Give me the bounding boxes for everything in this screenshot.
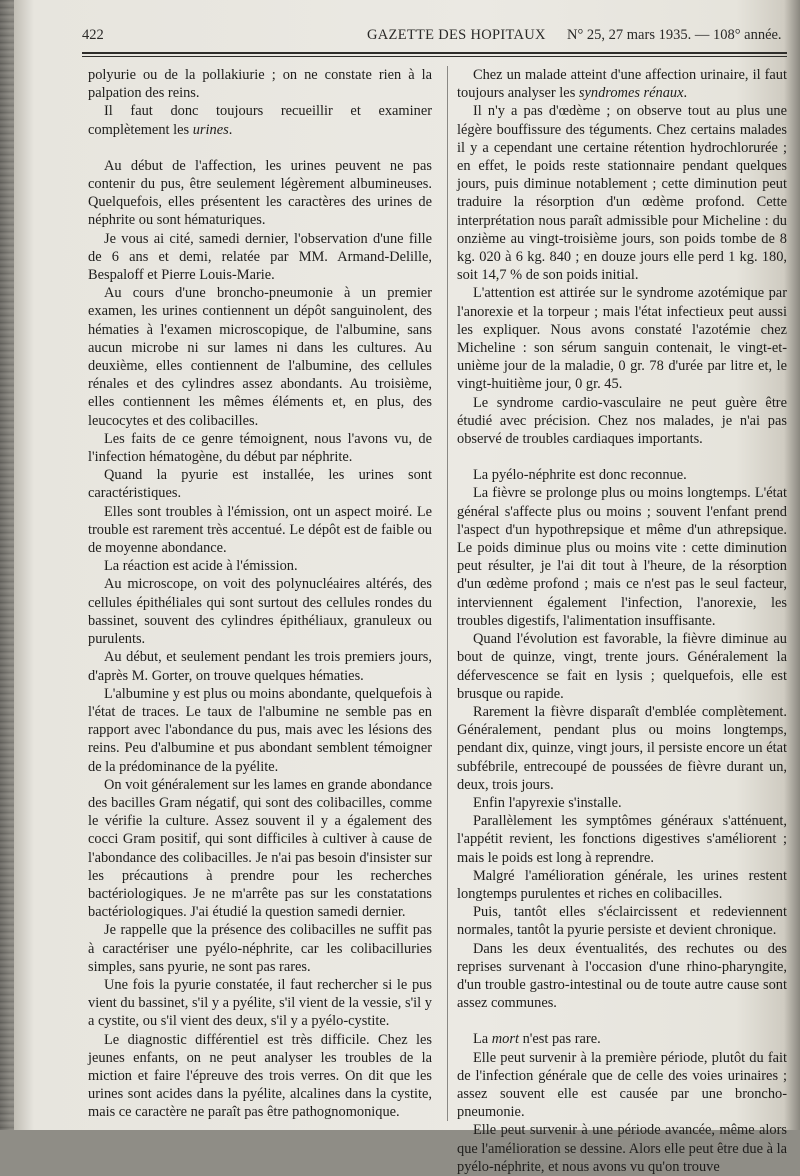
paragraph: La fièvre se prolonge plus ou moins longtemps. L'état général s'affecte plus ou moins ; souvent l'enfant prend l'aspect d'un hypothrepsique et même d'un athrepsique. Le poids diminue plus ou moins vite : cette diminution peut résulter, je l'ai dit tout à l'heure, de la résorption d'un œdème profond ; mais ce n'est pas le seul facteur, interviennent également l'infection, l'anorexie, les troubles digestifs, l'alimentation insuffisante. [457, 485, 787, 629]
paragraph: L'albumine y est plus ou moins abondante, quelquefois à l'état de traces. Le taux de l'albumine ne semble pas en rapport avec l'abondance du pus, mais avec les lésions des reins. Peu d'albumine et pus abondant semblent témoigner de la prédominance de la pyélite. [88, 685, 432, 775]
emphasis: syndromes rénaux [578, 85, 684, 102]
paragraph: Le diagnostic différentiel est très difficile. Chez les jeunes enfants, on ne peut analyser les troubles de la miction et faire l'épreuve des trois verres. On dit que les urines sont acides dans la pyélite, alcalines dans la cystite, mais ce caractère ne paraît pas être pathognomonique. [88, 1031, 432, 1121]
emphasis: urines [192, 121, 229, 138]
right-column [457, 66, 787, 1176]
page-header [82, 27, 787, 49]
paragraph: Je rappelle que la présence des colibacilles ne suffit pas à caractériser une pyélo-néphrite, car les colibacilluries simples, sans pyurie, ne sont pas rares. [88, 922, 432, 975]
binding-edge [0, 0, 14, 1130]
paragraph: La pyélo-néphrite est donc reconnue. [473, 467, 687, 484]
paragraph: Au début de l'affection, les urines peuvent ne pas contenir du pus, être seulement légèrement albumineuses. Quelquefois, elles présentent les caractères des urines de néphrite ou sont hématuriques. [88, 157, 432, 229]
paragraph: La réaction est acide à l'émission. [104, 558, 298, 575]
paragraph: Il n'y a pas d'œdème ; on observe tout au plus une légère bouffissure des téguments. Chez certains malades il y a cependant une certaine rétention hydrochlorurée ; en effet, le poids reste stationnaire pendant quelques jours, puis diminue notablement ; cette diminution peut traduire la résorption d'un œdème profond. Cette interprétation nous paraît admissible pour Micheline : du onzième au vingt-troisième jours, son poids tombe de 8 kg. 020 à 6 kg. 840 ; en douze jours elle perd 1 kg. 180, soit 14,7 % de son poids initial. [457, 103, 787, 284]
paragraph: Elle peut survenir à la première période, plutôt du fait de l'infection générale que de celle des voies urinaires ; assez souvent elle est causée par une broncho-pneumonie. [457, 1049, 787, 1121]
paragraph: L'attention est attirée sur le syndrome azotémique par l'anorexie et la torpeur ; mais l'état infectieux peut aussi les expliquer. Nous avons constaté l'azotémie chez Micheline : son sérum sanguin contenait, le vingt-et-unième jour de la maladie, 0 gr. 78 d'urée par litre et, le vingt-huitième jour, 0 gr. 45. [457, 285, 787, 393]
paragraph: Elle peut survenir à une période avancée, même alors que l'amélioration se dessine. Alors elle peut être due à la pyélo-néphrite, et nous avons vu qu'on trouve [457, 1122, 787, 1175]
paragraph: Le syndrome cardio-vasculaire ne peut guère être étudié avec précision. Chez nos malades, je n'ai pas observé de troubles cardiaques importants. [457, 394, 787, 448]
header-rule-thin [82, 56, 787, 57]
paragraph: Quand l'évolution est favorable, la fièvre diminue au bout de quinze, vingt, trente jours. Généralement la défervescence se fait en lysis ; quelquefois, elle est brusque ou rapide. [457, 631, 787, 702]
paragraph: On voit généralement sur les lames en grande abondance des bacilles Gram négatif, qui sont des colibacilles, comme le vérifie la culture. Assez souvent il y a également des cocci Gram positif, qui sont difficiles à cultiver à cause de l'abondance des colibacilles. Je n'ai pas besoin d'insister sur les précautions à prendre pour les recherches bactériologiques. Je ne m'arrête pas sur les constatations bactériologiques. J'ai étudié la question samedi dernier. [88, 776, 432, 921]
paragraph: Une fois la pyurie constatée, il faut rechercher si le pus vient du bassinet, s'il y a pyélite, s'il vient de la vessie, s'il y a cystite, ou s'il vient des deux, s'il y a pyélo-cystite. [88, 976, 432, 1030]
left-column [88, 66, 432, 1122]
journal-title: GAZETTE DES HOPITAUX [367, 27, 546, 43]
paragraph: Rarement la fièvre disparaît d'emblée complètement. Généralement, pendant plus ou moins longtemps, pendant dix, quinze, vingt jours, il persiste encore un état subfébrile, entrecoupé de poussées de fièvre durant un, deux, trois jours. [457, 703, 787, 793]
paragraph: Les faits de ce genre témoignent, nous l'avons vu, de l'infection hématogène, du début par néphrite. [88, 430, 432, 466]
paragraph: Elles sont troubles à l'émission, ont un aspect moiré. Le trouble est rarement très accentué. Le dépôt est de faible ou de moyenne abondance. [88, 503, 432, 557]
column-divider [447, 66, 448, 1121]
paragraph: Je vous ai cité, samedi dernier, l'observation d'une fille de 6 ans et demi, relatée par MM. Armand-Delille, Bespaloff et Pierre Louis-Marie. [88, 230, 432, 284]
paragraph: La mort n'est pas rare. [473, 1031, 601, 1048]
emphasis: mort [491, 1031, 519, 1048]
paragraph: polyurie ou de la pollakiurie ; on ne constate rien à la palpation des reins. [88, 67, 432, 102]
paragraph: Quand la pyurie est installée, les urines sont caractéristiques. [88, 467, 432, 502]
paragraph: Il faut donc toujours recueillir et examiner complètement les urines. [88, 103, 432, 138]
issue-info: N° 25, 27 mars 1935. — 108° année. [567, 27, 782, 43]
page-number: 422 [82, 27, 104, 43]
paragraph: Chez un malade atteint d'une affection urinaire, il faut toujours analyser les syndromes rénaux. [457, 67, 787, 102]
paragraph: Malgré l'amélioration générale, les urines restent longtemps purulentes et riches en colibacilles. [457, 867, 787, 902]
paragraph: Puis, tantôt elles s'éclaircissent et redeviennent normales, tantôt la pyurie persiste et devient chronique. [457, 904, 787, 939]
paragraph: Enfin l'apyrexie s'installe. [473, 794, 622, 811]
paragraph: Au cours d'une broncho-pneumonie à un premier examen, les urines contiennent un dépôt sanguinolent, des hématies à l'examen microscopique, de l'albumine, sans aucun microbe ni sur lames ni dans les cultures. Au deuxième, elles contiennent de l'albumine, des cellules rénales et des cylindres assez abondants. Au troisième, elles contiennent les mêmes éléments et, en plus, des leucocytes et des colibacilles. [88, 285, 432, 429]
header-rule [82, 52, 787, 54]
paragraph: Au microscope, on voit des polynucléaires altérés, des cellules épithéliales qui sont surtout des cellules rondes du bassinet, souvent des cylindres épithéliaux, granuleux ou purulents. [88, 576, 432, 648]
paragraph: Parallèlement les symptômes généraux s'atténuent, l'appétit revient, les fonctions digestives s'améliorent ; mais le poids est long à reprendre. [457, 813, 787, 866]
paragraph: Au début, et seulement pendant les trois premiers jours, d'après M. Gorter, on trouve quelques hématies. [88, 649, 432, 684]
paragraph: Dans les deux éventualités, des rechutes ou des reprises survenant à l'occasion d'une rhino-pharyngite, d'un trouble gastro-intestinal ou de toute autre cause sont assez communes. [457, 940, 787, 1012]
